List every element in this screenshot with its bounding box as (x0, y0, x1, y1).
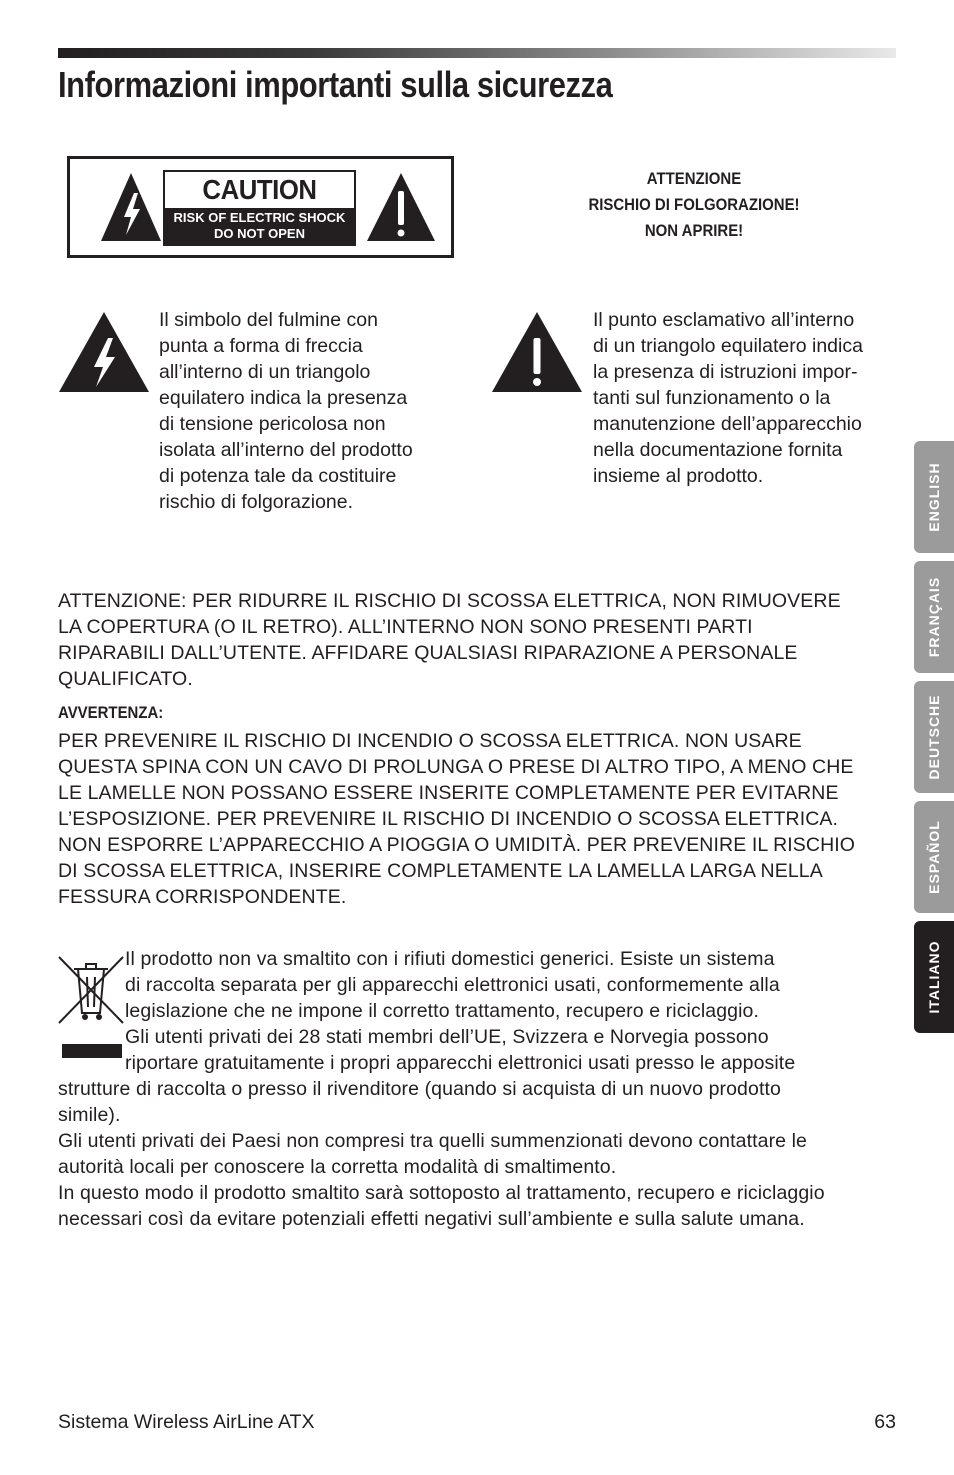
language-tab-espanol[interactable] (914, 801, 954, 913)
caution-word: CAUTION (202, 174, 317, 205)
language-tab-francais[interactable] (914, 561, 954, 673)
crossed-out-bin-icon (58, 955, 124, 1059)
exclamation-warning-icon (366, 171, 436, 243)
caution-label (67, 156, 454, 258)
page-title: Informazioni importanti sulla sicurezza (58, 64, 613, 105)
caution-subtext-line1: RISK OF ELECTRIC SHOCK (173, 210, 346, 225)
disposal-paragraph-indented: Il prodotto non va smaltito con i rifiuti domestici generici. Esiste un sistema di raccolta separata per gli apparecchi elettronici usati, conformemente alla legislazione che ne impone il corretto trattamento, recupero e riciclaggio. Gli utenti privati dei 28 stati membri dell’UE, Svizzera e Norvegia possono riportare gratuitamente i propri apparecchi elettronici usati presso le apposite (125, 948, 796, 1074)
attention-line2: RISCHIO DI FOLGORAZIONE! (588, 195, 800, 214)
language-tab-deutsche[interactable] (914, 681, 954, 793)
warning-heading: AVVERTENZA: (58, 703, 164, 722)
lightning-warning-icon (100, 171, 162, 243)
exclamation-symbol-description: Il punto esclamativo all’interno di un triangolo equilatero indica la presenza di istruzioni impor- tanti sul funzionamento o la manutenzione dell’apparecchio nella documentazione fornita insieme al prodotto. (593, 309, 863, 487)
page-number: 63 (874, 1411, 896, 1433)
attention-line3: NON APRIRE! (644, 221, 744, 240)
lightning-symbol-description: Il simbolo del fulmine con punta a forma di freccia all’interno di un triangolo equilatero indica la presenza di tensione pericolosa non isolata all’interno del prodotto di potenza tale da costituire rischio di folgorazione. (159, 309, 413, 513)
lightning-triangle-icon (58, 311, 150, 393)
caution-subtext (165, 208, 354, 244)
attention-line1: ATTENZIONE (646, 169, 742, 188)
language-tab-label: DEUTSCHE (926, 694, 942, 780)
caution-paragraph: ATTENZIONE: PER RIDURRE IL RISCHIO DI SCOSSA ELETTRICA, NON RIMUOVERE LA COPERTURA (O IL RETRO). ALL’INTERNO NON SONO PRESENTI PARTI RIPARABILI DALL’UTENTE. AFFIDARE QUALSIASI RIPARAZIONE A PERSONALE QUALIFICATO. (58, 590, 841, 690)
language-tab-italiano[interactable] (914, 921, 954, 1033)
caution-subtext-line2: DO NOT OPEN (213, 226, 305, 241)
warning-paragraph: PER PREVENIRE IL RISCHIO DI INCENDIO O SCOSSA ELETTRICA. NON USARE QUESTA SPINA CON UN CAVO DI PROLUNGA O PRESE DI ALTRO TIPO, A MENO CHE LE LAMELLE NON POSSANO ESSERE INSERITE COMPLETAMENTE PER EVITARNE L’ESPOSIZIONE. PER PREVENIRE IL RISCHIO DI INCENDIO O SCOSSA ELETTRICA. NON ESPORRE L’APPARECCHIO A PIOGGIA O UMIDITÀ. PER PREVENIRE IL RISCHIO DI SCOSSA ELETTRICA, INSERIRE COMPLETAMENTE LA LAMELLA LARGA NELLA FESSURA CORRISPONDENTE. (58, 730, 856, 908)
caution-text-panel (163, 170, 356, 246)
language-tab-label: ESPAÑOL (926, 820, 942, 894)
language-tab-english[interactable] (914, 441, 954, 553)
exclamation-triangle-icon (491, 311, 583, 393)
title-gradient-rule (58, 48, 896, 58)
language-tab-label: ENGLISH (926, 462, 942, 532)
disposal-paragraph: strutture di raccolta o presso il rivenditore (quando si acquista di un nuovo prodotto simile). Gli utenti privati dei Paesi non compresi tra quelli summenzionati devono contattare le autorità locali per conoscere la corretta modalità di smaltimento. In questo modo il prodotto smaltito sarà sottoposto al trattamento, recupero e riciclaggio necessari così da evitare potenziali effetti negativi sull’ambiente e sulla salute umana. (58, 1078, 825, 1230)
footer-product-name: Sistema Wireless AirLine ATX (58, 1411, 315, 1433)
language-tab-label: FRANÇAIS (926, 576, 942, 658)
language-tab-label: ITALIANO (926, 940, 942, 1014)
attention-heading (560, 166, 828, 244)
